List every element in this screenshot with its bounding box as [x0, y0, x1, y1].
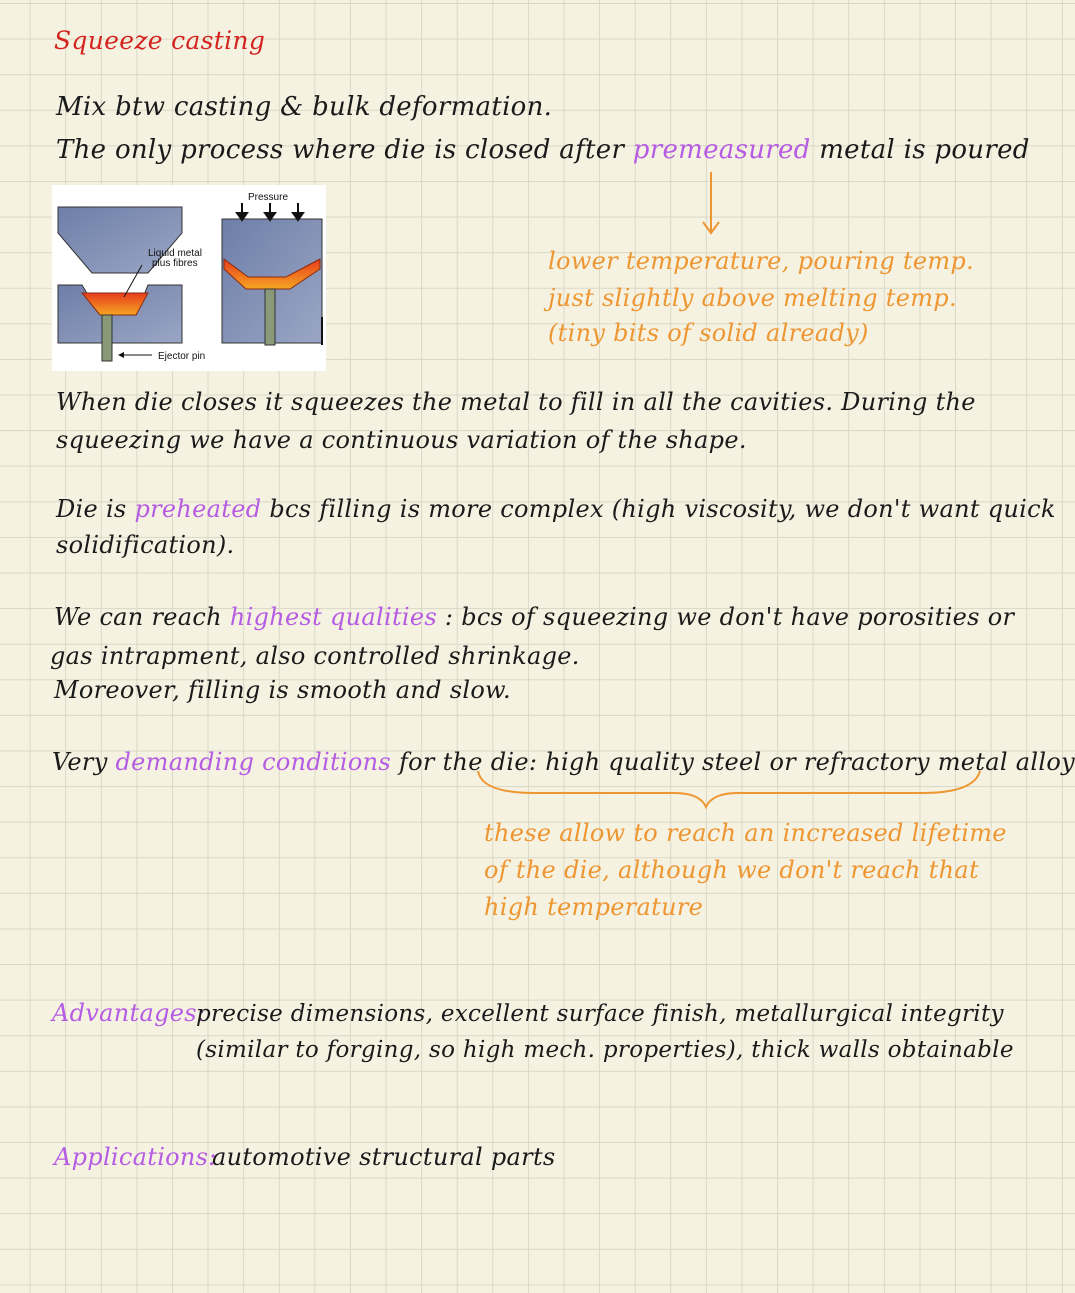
advantages-label: Advantages:	[52, 999, 206, 1027]
quality-paragraph-line-2: gas intrapment, also controlled shrinkage.	[50, 642, 580, 670]
pressure-arrows	[237, 203, 303, 220]
die-note-2: of the die, although we don't reach that	[484, 856, 979, 884]
pressure-label: Pressure	[248, 192, 289, 203]
diagram-drawing	[52, 185, 326, 371]
arrow-down-icon	[700, 170, 722, 238]
die-text-a: Die is	[56, 495, 127, 523]
die-note-3: high temperature	[484, 893, 704, 921]
advantages-line-1: precise dimensions, excellent surface finish, metallurgical integrity	[196, 1001, 1004, 1027]
preheated-highlight: preheated	[134, 495, 262, 523]
quality-paragraph-line-1	[54, 602, 1014, 632]
ejector-pin-label: Ejector pin	[158, 351, 206, 362]
temperature-note-3: (tiny bits of solid already)	[548, 319, 869, 347]
applications-label: Applications:	[54, 1143, 217, 1171]
liquid-metal-label: Liquid metal	[148, 248, 202, 259]
intro-line-2	[56, 135, 1030, 165]
die-note-1: these allow to reach an increased lifetime	[484, 819, 1007, 847]
intro-text-a: The only process where die is closed after	[56, 135, 625, 165]
die-paragraph-line-2: solidification).	[56, 531, 235, 559]
fibres-label: plus fibres	[152, 258, 198, 269]
quality-paragraph-line-3: Moreover, filling is smooth and slow.	[54, 676, 511, 704]
temperature-note-2: just slightly above melting temp.	[548, 284, 957, 312]
highest-qualities-highlight: highest qualities	[229, 603, 437, 631]
applications-text: automotive structural parts	[212, 1143, 556, 1171]
squeeze-casting-diagram	[52, 185, 326, 371]
ejector-pin-shape	[102, 315, 112, 361]
premeasured-highlight: premeasured	[632, 135, 811, 165]
curly-brace-icon	[474, 765, 986, 811]
quality-text-b: : bcs of squeezing we don't have porosities or	[444, 603, 1015, 631]
squeeze-paragraph-line-1: When die closes it squeezes the metal to fill in all the cavities. During the	[56, 388, 976, 416]
intro-text-b: metal is poured	[819, 135, 1030, 165]
demanding-conditions-highlight: demanding conditions	[115, 748, 392, 776]
ejector-pin-right-shape	[265, 289, 275, 345]
squeeze-paragraph-line-2: squeezing we have a continuous variation of the shape.	[56, 426, 747, 454]
quality-text-a: We can reach	[54, 603, 222, 631]
advantages-line-2: (similar to forging, so high mech. properties), thick walls obtainable	[196, 1037, 1014, 1063]
intro-line-1: Mix btw casting & bulk deformation.	[56, 92, 553, 122]
die-paragraph-line-1	[56, 494, 1056, 524]
conditions-text-a: Very	[52, 748, 108, 776]
page-title: Squeeze casting	[54, 26, 266, 55]
die-text-b: bcs filling is more complex (high viscosity, we don't want quick	[269, 495, 1056, 523]
conditions-text-b: for the die: high quality steel or refractory metal alloy	[398, 748, 1075, 776]
temperature-note-1: lower temperature, pouring temp.	[548, 247, 975, 275]
